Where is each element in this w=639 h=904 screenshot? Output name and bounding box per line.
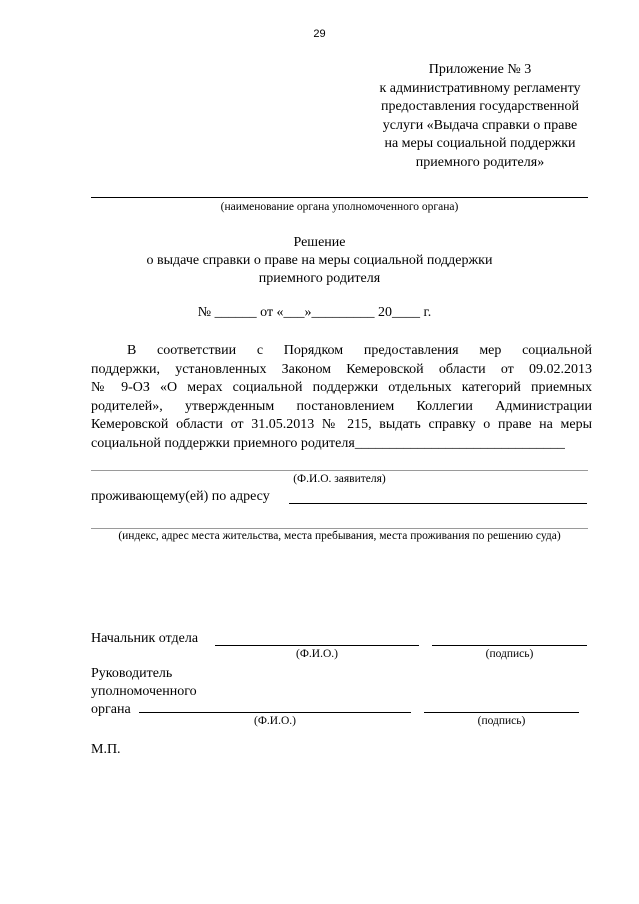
appendix-line: к административному регламенту — [379, 80, 581, 96]
applicant-name-line — [91, 470, 588, 471]
address-caption: (индекс, адрес места жительства, места пребывания, места проживания по решению суда) — [118, 530, 561, 542]
head-signature-caption: (подпись) — [485, 648, 534, 660]
organ-caption: (наименование органа уполномоченного органа) — [220, 201, 459, 213]
appendix-line: предоставления государственной — [380, 99, 580, 114]
appendix-line: услуги «Выдача справки о праве — [382, 117, 578, 133]
decision-body — [91, 342, 592, 453]
applicant-caption: (Ф.И.О. заявителя) — [293, 473, 386, 485]
head-of-department-label: Начальник отдела — [91, 631, 199, 646]
organ-name-line — [91, 197, 588, 198]
decision-title: Решение — [293, 235, 346, 250]
address-label: проживающему(ей) по адресу — [91, 489, 270, 504]
body-line: В соответствии с Порядком предоставления мер социальной — [127, 343, 592, 358]
head-fio-line — [215, 645, 419, 646]
body-line: Кемеровской области от 31.05.2013 № 215, выдать справку о праве на меры — [91, 417, 592, 432]
authority-head-line: уполномоченного — [91, 684, 197, 699]
body-line: социальной поддержки приемного родителя______________________________ — [91, 435, 565, 451]
authority-signature-line — [424, 712, 579, 713]
authority-fio-caption: (Ф.И.О.) — [254, 715, 296, 727]
address-line-2 — [91, 528, 588, 529]
appendix-line: на меры социальной поддержки — [384, 136, 576, 151]
head-signature-line — [432, 645, 587, 646]
stamp-label: М.П. — [91, 742, 121, 757]
appendix-header — [350, 61, 610, 172]
address-line — [289, 503, 587, 504]
decision-subtitle-2: приемного родителя — [258, 271, 381, 286]
authority-head-line: Руководитель — [91, 666, 173, 681]
decision-number-line: № ______ от «___»_________ 20____ г. — [197, 305, 432, 320]
decision-subtitle: о выдаче справки о праве на меры социальной поддержки — [146, 253, 493, 268]
authority-head-label — [91, 665, 197, 719]
body-line: № 9-ОЗ «О мерах социальной поддержки отдельных категорий приемных — [91, 380, 592, 395]
appendix-line: приемного родителя» — [415, 154, 545, 170]
authority-head-line: органа — [91, 702, 131, 717]
head-fio-caption: (Ф.И.О.) — [296, 648, 338, 660]
authority-fio-line — [139, 712, 411, 713]
body-line: родителей», утвержденным постановлением Коллегии Администрации — [91, 398, 592, 414]
page-number: 29 — [313, 28, 326, 40]
body-line: поддержки, установленных Законом Кемеровской области от 09.02.2013 — [91, 361, 592, 377]
appendix-line: Приложение № 3 — [428, 62, 532, 77]
authority-signature-caption: (подпись) — [477, 715, 526, 727]
